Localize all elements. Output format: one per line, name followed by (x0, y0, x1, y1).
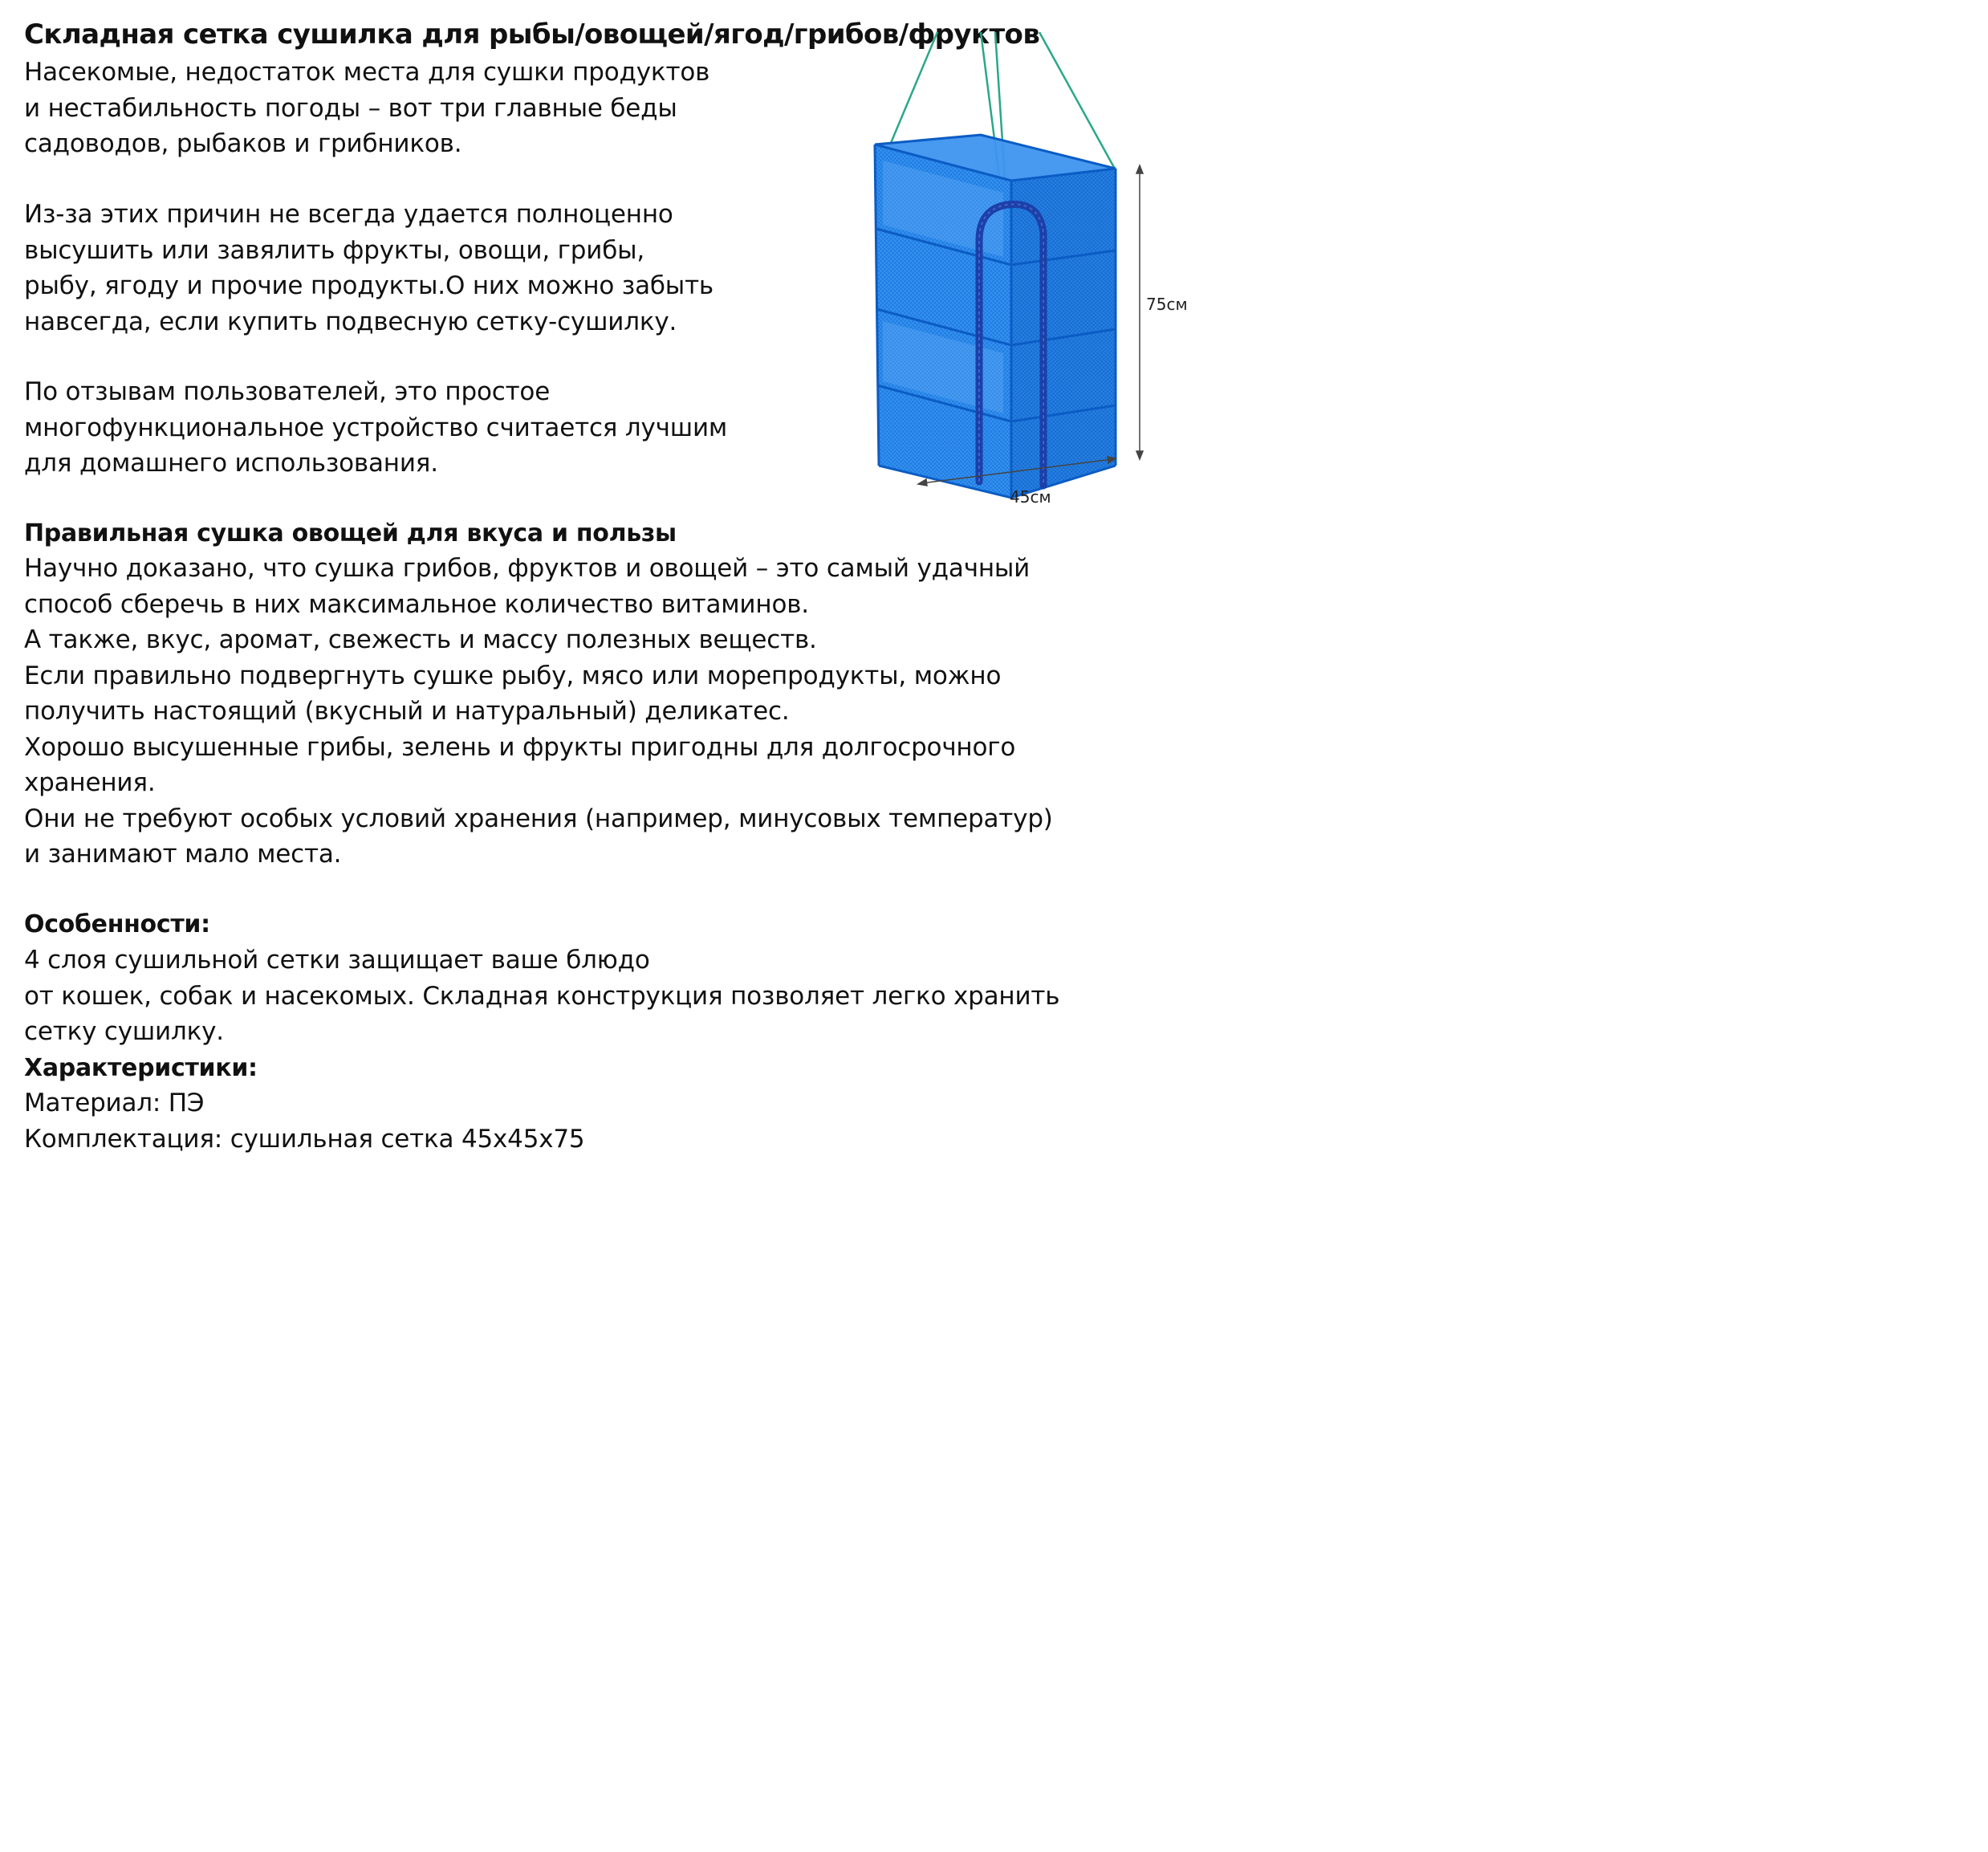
text-line: Они не требуют особых условий хранения (например, минусовых температур) (24, 804, 1053, 833)
text-line: и нестабильность погоды – вот три главные беды (24, 93, 677, 123)
text-line: и занимают мало места. (24, 840, 342, 869)
height-dimension (1136, 165, 1143, 459)
drying-net-image (859, 32, 1236, 514)
text-line: Материал: ПЭ (24, 1089, 205, 1117)
width-label: 45см (1010, 487, 1051, 507)
text-line: Если правильно подвергнуть сушке рыбу, мясо или морепродукты, можно (24, 661, 1002, 690)
text-line: Научно доказано, что сушка грибов, фруктов и овощей – это самый удачный (24, 554, 1031, 583)
text-line: способ сберечь в них максимальное количество витаминов. (24, 589, 809, 619)
features-heading: Особенности: (24, 910, 210, 938)
specs-paragraph (24, 1085, 584, 1157)
reasons-paragraph (24, 197, 713, 340)
specs-heading: Характеристики: (24, 1054, 258, 1082)
drying-paragraph (24, 551, 1053, 873)
text-line: высушить или завялить фрукты, овощи, грибы, (24, 235, 645, 265)
page-title: Складная сетка сушилка для рыбы/овощей/ягод/грибов/фруктов (24, 18, 1040, 51)
text-line: По отзывам пользователей, это простое (24, 377, 551, 406)
text-line: навсегда, если купить подвесную сетку-сушилку. (24, 307, 677, 336)
features-paragraph (24, 942, 1059, 1050)
text-line: Из-за этих причин не всегда удается полноценно (24, 200, 673, 229)
text-line: многофункциональное устройство считается лучшим (24, 413, 728, 442)
text-line: Хорошо высушенные грибы, зелень и фрукты пригодны для долгосрочного (24, 732, 1016, 762)
text-line: А также, вкус, аромат, свежесть и массу полезных веществ. (24, 625, 817, 654)
text-line: сетку сушилку. (24, 1017, 224, 1046)
text-line: хранения. (24, 768, 156, 797)
text-line: садоводов, рыбаков и грибников. (24, 129, 462, 158)
height-label: 75см (1146, 295, 1188, 314)
drying-heading: Правильная сушка овощей для вкуса и пользы (24, 519, 677, 547)
text-line: 4 слоя сушильной сетки защищает ваше блюдо (24, 946, 650, 975)
intro-paragraph (24, 55, 709, 162)
text-line: Насекомые, недостаток места для сушки продуктов (24, 58, 710, 87)
text-line: получить настоящий (вкусный и натуральный) деликатес. (24, 697, 790, 726)
reviews-paragraph (24, 374, 727, 482)
text-line: от кошек, собак и насекомых. Складная конструкция позволяет легко хранить (24, 981, 1060, 1011)
text-line: Комплектация: сушильная сетка 45х45х75 (24, 1124, 585, 1154)
text-line: рыбу, ягоду и прочие продукты.О них можно забыть (24, 271, 714, 300)
text-line: для домашнего использования. (24, 449, 438, 478)
